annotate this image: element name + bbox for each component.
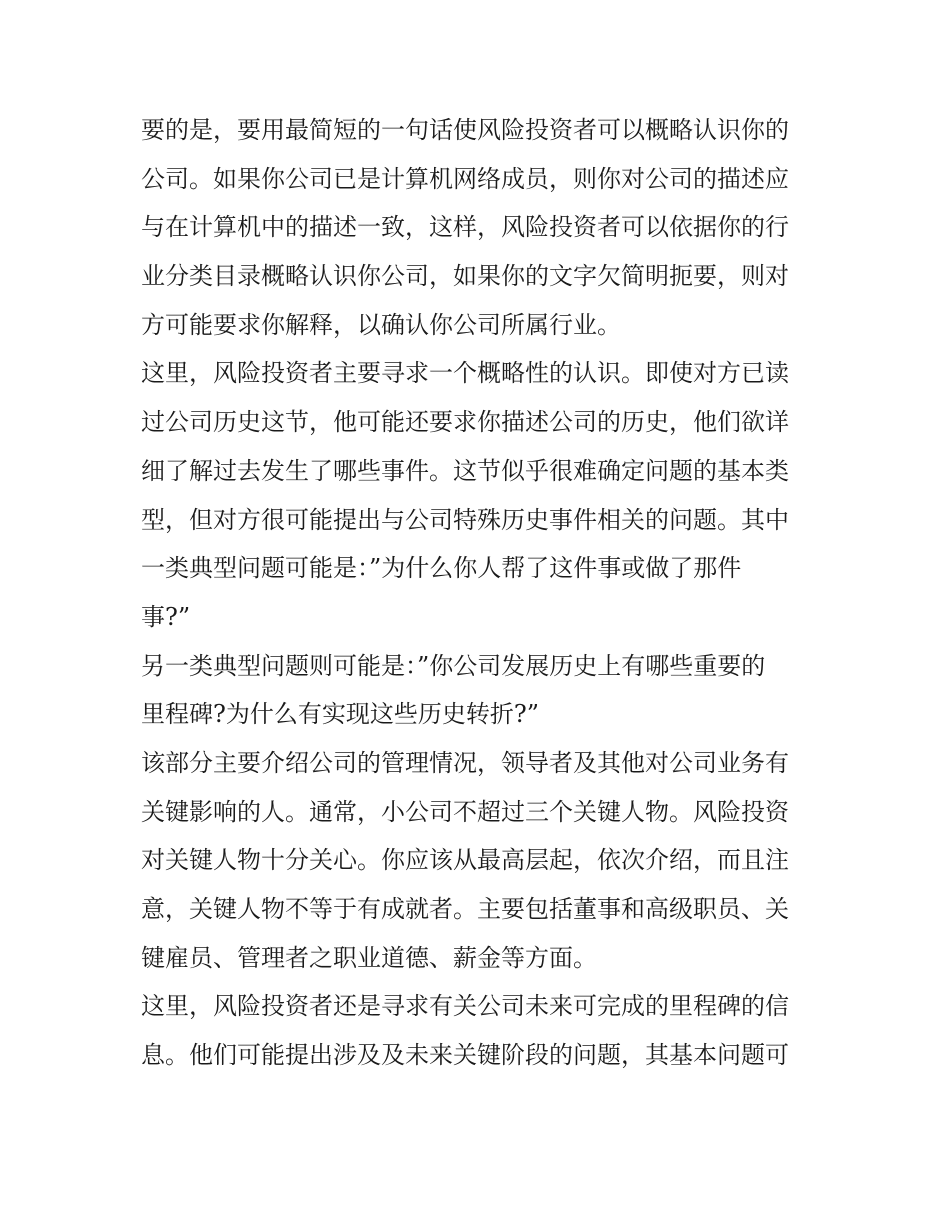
text-line-8: 细了解过去发生了哪些事件。这节似乎很难确定问题的基本类 [141,456,789,485]
text-line-19: 这里，风险投资者还是寻求有关公司未来可完成的里程碑的信 [141,992,789,1021]
text-line-5: 方可能要求你解释，以确认你公司所属行业。 [141,310,621,339]
text-line-20: 息。他们可能提出涉及及未来关键阶段的问题，其基本问题可 [141,1041,789,1070]
text-line-11: 事?” [141,602,191,631]
text-line-18: 键雇员、管理者之职业道德、薪金等方面。 [141,943,597,972]
text-line-7: 过公司历史这节，他可能还要求你描述公司的历史，他们欲详 [141,408,789,437]
text-line-1: 要的是，要用最简短的一句话使风险投资者可以概略认识你的 [141,116,789,144]
text-line-16: 对关键人物十分关心。你应该从最高层起，依次介绍，而且注 [141,846,789,875]
text-line-14: 该部分主要介绍公司的管理情况，领导者及其他对公司业务有 [141,748,789,777]
text-line-10: 一类典型问题可能是：”为什么你人帮了这件事或做了那件 [141,554,742,583]
body-text [141,106,813,1080]
text-line-9: 型，但对方很可能提出与公司特殊历史事件相关的问题。其中 [141,505,789,534]
text-line-13: 里程碑?为什么有实现这些历史转折?” [141,700,540,729]
text-line-17: 意，关键人物不等于有成就者。主要包括董事和高级职员、关 [141,895,789,923]
text-line-12: 另一类典型问题则可能是：”你公司发展历史上有哪些重要的 [141,651,766,680]
text-line-3: 与在计算机中的描述一致，这样，风险投资者可以依据你的行 [141,213,789,242]
text-line-15: 关键影响的人。通常，小公司不超过三个关键人物。风险投资 [141,797,789,826]
text-line-4: 业分类目录概略认识你公司，如果你的文字欠简明扼要，则对 [141,262,789,291]
text-line-2: 公司。如果你公司已是计算机网络成员，则你对公司的描述应 [141,164,789,193]
text-line-6: 这里，风险投资者主要寻求一个概略性的认识。即使对方已读 [141,359,789,388]
